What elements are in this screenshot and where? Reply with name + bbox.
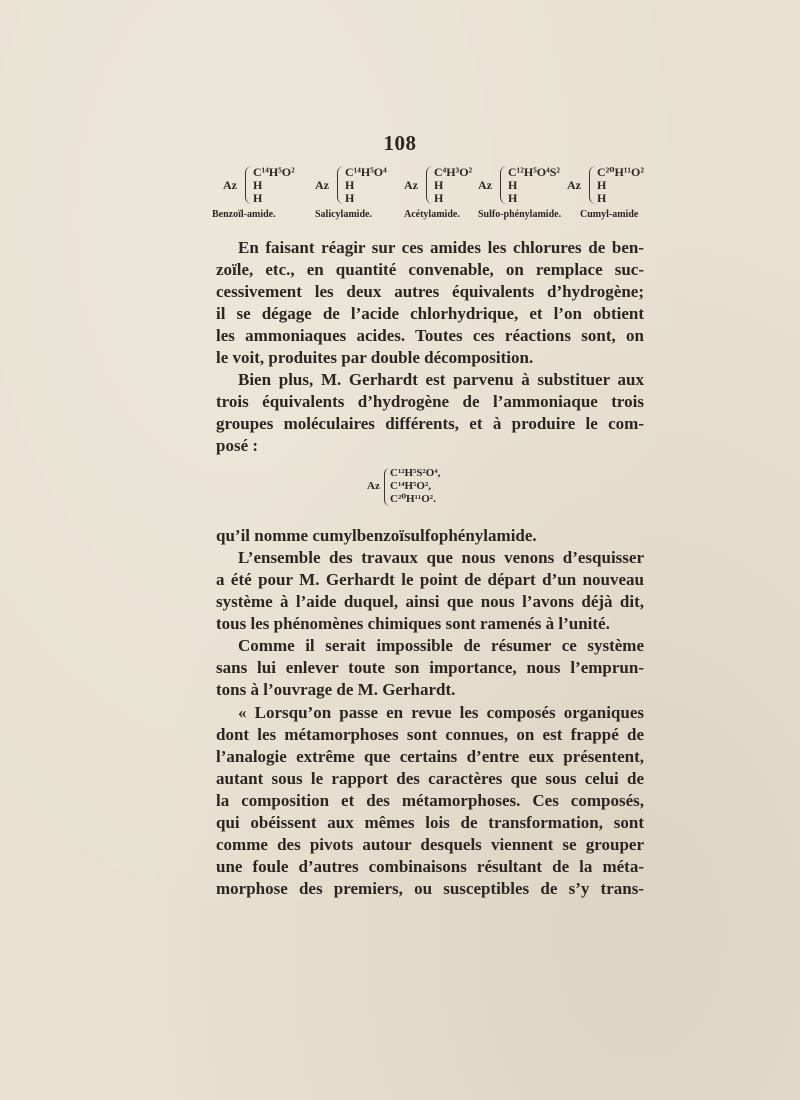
formula-line: H [253, 178, 263, 192]
text-line: système à l’aide duquel, ainsi que nous l’avons déjà dit, [216, 592, 644, 611]
page-number: 108 [383, 131, 417, 155]
text-line: Comme il serait impossible de résumer ce système [238, 636, 644, 655]
formula-label: Cumyl-amide [580, 209, 639, 220]
paragraph [216, 237, 644, 369]
formula-line: H [597, 178, 607, 192]
formula-line: H [434, 178, 444, 192]
formula-line: H [253, 191, 263, 205]
brace-symbol [426, 166, 433, 204]
text-line: En faisant réagir sur ces amides les chlorures de ben- [238, 238, 644, 257]
text-line: tons à l’ouvrage de M. Gerhardt. [216, 680, 456, 699]
text-line: L’ensemble des travaux que nous venons d’esquisser [238, 548, 644, 567]
text-line: dont les métamorphoses sont connues, on est frappé de [216, 725, 644, 744]
text-line: morphose des premiers, ou susceptibles de s’y trans- [216, 879, 644, 898]
brace-symbol [500, 166, 507, 204]
text-line: trois équivalents d’hydrogène de l’ammoniaque trois [216, 392, 644, 411]
formula-line: C²⁰H¹¹O². [390, 493, 436, 505]
paragraph [216, 635, 644, 701]
formula-line: H [434, 191, 444, 205]
formula-az: Az [478, 178, 492, 192]
formula-line: C¹⁴H⁵O², [390, 480, 431, 492]
brace-symbol [337, 166, 344, 204]
text-line: l’analogie extrême que certains d’entre eux présentent, [216, 747, 644, 766]
text-line: zoïle, etc., en quantité convenable, on remplace suc- [216, 260, 644, 279]
brace-symbol [589, 166, 596, 204]
formula-az: Az [315, 178, 329, 192]
text-line: tous les phénomènes chimiques sont ramenés à l’unité. [216, 614, 610, 633]
formula-line: H [508, 178, 518, 192]
formula-label: Salicylamide. [315, 209, 372, 220]
formula-label: Sulfo-phénylamide. [478, 209, 562, 220]
text-line: Bien plus, M. Gerhardt est parvenu à substituer aux [238, 370, 644, 389]
formula-line: C¹⁴H⁵O² [253, 165, 295, 179]
formula-az: Az [223, 178, 237, 192]
text-line: la composition et des métamorphoses. Ces composés, [216, 791, 644, 810]
formula-az: Az [567, 178, 581, 192]
text-line: posé : [216, 436, 259, 455]
formula-line: C²⁰H¹¹O² [597, 165, 644, 179]
paragraph [216, 525, 644, 547]
text-line: qu’il nomme cumylbenzoïsulfophénylamide. [216, 526, 537, 545]
formula-line: H [345, 178, 355, 192]
text-line: a été pour M. Gerhardt le point de départ d’un nouveau [216, 570, 644, 589]
text-line: cessivement les deux autres équivalents d’hydrogène; [216, 282, 644, 301]
formula-line: C⁴H³O² [434, 165, 473, 179]
text-line: qui obéissent aux mêmes lois de transformation, sont [216, 813, 644, 832]
paragraph [216, 547, 644, 635]
text-line: le voit, produites par double décomposition. [216, 348, 534, 367]
text-line: une foule d’autres combinaisons résultant de la méta- [216, 857, 644, 876]
text-line: autant sous le rapport des caractères que sous celui de [216, 769, 644, 788]
text-line: « Lorsqu’on passe en revue les composés organiques [238, 703, 644, 722]
formula-line: H [597, 191, 607, 205]
formula-line: H [508, 191, 518, 205]
formula-line: H [345, 191, 355, 205]
text-line: groupes moléculaires différents, et à produire le com- [216, 414, 644, 433]
text-line: il se dégage de l’acide chlorhydrique, et l’on obtient [216, 304, 644, 323]
text-line: les ammoniaques acides. Toutes ces réactions sont, on [216, 326, 644, 345]
formula-label: Benzoïl-amide. [212, 209, 276, 220]
formula-label: Acétylamide. [404, 209, 460, 220]
paragraph [216, 369, 644, 457]
brace-symbol [245, 166, 252, 204]
formula-az: Az [367, 480, 380, 492]
formula-line: C¹⁴H⁵O⁴ [345, 165, 387, 179]
paragraph [216, 702, 644, 900]
formula-az: Az [404, 178, 418, 192]
text-line: comme des pivots autour desquels viennent se grouper [216, 835, 644, 854]
text-line: sans lui enlever toute son importance, nous l’emprun- [216, 658, 644, 677]
formula-labels [0, 209, 800, 223]
formula-line: C¹²H⁵S²O⁴, [390, 467, 441, 479]
formula-line: C¹²H⁵O⁴S² [508, 165, 560, 179]
